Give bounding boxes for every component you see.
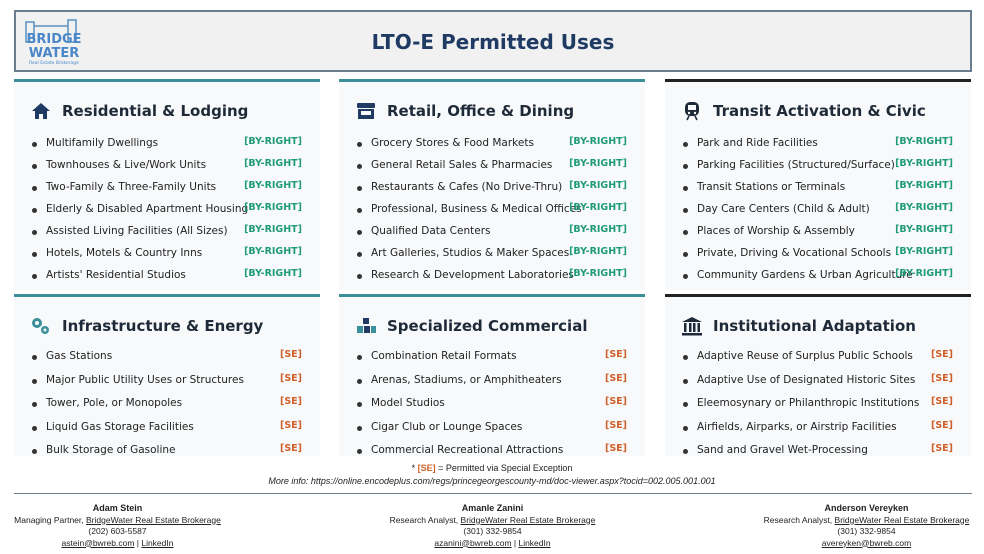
storefront-icon [355, 100, 377, 122]
use-label: Adaptive Reuse of Surplus Public Schools [697, 350, 913, 362]
use-label: Parking Facilities (Structured/Surface) [697, 159, 895, 171]
by-right-tag: [BY-RIGHT] [244, 180, 302, 191]
by-right-tag: [BY-RIGHT] [569, 136, 627, 147]
list-item [32, 244, 302, 266]
contact-name: Amanle Zanini [461, 503, 524, 513]
linkedin-link[interactable]: LinkedIn [518, 537, 551, 548]
svg-text:BRIDGE: BRIDGE [26, 32, 82, 47]
bullet [32, 355, 37, 360]
use-label: Commercial Recreational Attractions [371, 444, 564, 456]
list-item [32, 178, 302, 200]
se-tag: [SE] [930, 349, 953, 360]
bullet [683, 252, 688, 257]
list-item [683, 394, 953, 418]
list-item [683, 418, 953, 442]
se-tag: [SE] [930, 372, 953, 384]
bullet [683, 186, 688, 191]
company-link[interactable]: BridgeWater Real Estate Brokerage [834, 514, 970, 525]
se-tag: [SE] [604, 396, 627, 407]
institution-icon [681, 315, 703, 337]
role-text: Managing Partner, [14, 514, 86, 525]
use-label: Major Public Utility Uses or Structures [46, 373, 244, 386]
use-list [683, 347, 953, 465]
use-label: Elderly & Disabled Apartment Housing [46, 203, 249, 215]
use-list [357, 134, 627, 288]
use-label: Day Care Centers (Child & Adult) [697, 203, 870, 215]
company-link[interactable]: BridgeWater Real Estate Brokerage [86, 514, 221, 525]
by-right-tag: [BY-RIGHT] [895, 136, 953, 147]
card-title: Specialized Commercial [387, 317, 588, 335]
bullet [357, 449, 362, 454]
use-label: Park and Ride Facilities [697, 137, 818, 149]
legend-footnote [0, 463, 984, 473]
by-right-tag: [BY-RIGHT] [244, 136, 302, 147]
contact-name: Adam Stein [92, 503, 143, 513]
bullet [357, 426, 362, 431]
email-link[interactable]: azanini@bwreb.com [434, 537, 512, 548]
bullet [357, 355, 362, 360]
list-item [357, 347, 627, 371]
bullet [32, 142, 37, 147]
se-tag: [SE] [930, 443, 953, 454]
list-item [683, 178, 953, 200]
card-transit-civic [665, 79, 971, 290]
card-title: Transit Activation & Civic [713, 102, 926, 120]
bullet [32, 426, 37, 431]
card-retail-office-dining [339, 79, 645, 290]
separator: | [511, 537, 519, 548]
se-tag: [SE] [604, 419, 627, 431]
by-right-tag: [BY-RIGHT] [244, 202, 302, 213]
bullet [32, 186, 37, 191]
boxes-icon [355, 315, 377, 337]
bullet [357, 208, 362, 213]
se-tag: [SE] [279, 396, 302, 407]
list-item [683, 200, 953, 222]
list-item [357, 156, 627, 178]
contact-name: Anderson Vereyken [824, 503, 909, 513]
use-label: Sand and Gravel Wet-Processing [697, 444, 868, 456]
bullet [683, 142, 688, 147]
bullet [357, 142, 362, 147]
bullet [683, 449, 688, 454]
by-right-tag: [BY-RIGHT] [895, 246, 953, 257]
bullet [357, 379, 362, 384]
bullet [32, 402, 37, 407]
train-icon [681, 100, 703, 122]
list-item [357, 418, 627, 442]
use-list [357, 347, 627, 465]
use-label: Hotels, Motels & Country Inns [46, 247, 203, 259]
list-item [683, 441, 953, 465]
list-item [32, 418, 302, 442]
email-link[interactable]: astein@bwreb.com [61, 537, 135, 548]
bullet [32, 274, 37, 279]
use-label: Gas Stations [46, 350, 113, 362]
contact-links [10, 538, 225, 550]
more-info-link[interactable]: More info: https://online.encodeplus.com/regs/princegeorgescounty-md/doc-viewer.aspx?tocid=002.005.001.001 [268, 476, 716, 486]
use-label: Model Studios [371, 397, 445, 409]
list-item [683, 156, 953, 178]
use-label: Eleemosynary or Philanthropic Institutions [697, 397, 920, 409]
contact-role [10, 515, 225, 527]
use-label: Bulk Storage of Gasoline [46, 444, 176, 456]
footnote-text: = Permitted via Special Exception [435, 463, 573, 473]
use-label: General Retail Sales & Pharmacies [371, 159, 553, 171]
list-item [683, 371, 953, 395]
card-title: Institutional Adaptation [713, 317, 916, 335]
email-link[interactable]: avereyken@bwreb.com [821, 537, 912, 548]
use-label: Restaurants & Cafes (No Drive-Thru) [371, 181, 563, 193]
list-item [32, 394, 302, 418]
contact-phone: (301) 332-9854 [837, 526, 896, 536]
bullet [32, 379, 37, 384]
linkedin-link[interactable]: LinkedIn [141, 537, 174, 548]
bullet [683, 379, 688, 384]
contact-amanle-zanini [385, 503, 600, 549]
list-item [357, 200, 627, 222]
se-tag: [SE] [604, 372, 627, 384]
bullet [357, 230, 362, 235]
card-residential-lodging [14, 79, 320, 290]
contact-role [385, 515, 600, 527]
svg-text:WATER: WATER [28, 46, 80, 61]
list-item [683, 244, 953, 266]
use-label: Adaptive Use of Designated Historic Sites [697, 373, 916, 386]
card-title: Retail, Office & Dining [387, 102, 575, 120]
use-label: Arenas, Stadiums, or Amphitheaters [371, 373, 562, 386]
use-label: Multifamily Dwellings [46, 137, 159, 149]
bullet [32, 230, 37, 235]
se-tag: [SE] [417, 463, 436, 473]
list-item [357, 178, 627, 200]
use-label: Tower, Pole, or Monopoles [46, 397, 183, 409]
list-item [683, 347, 953, 371]
list-item [357, 394, 627, 418]
by-right-tag: [BY-RIGHT] [569, 180, 627, 191]
list-item [32, 371, 302, 395]
contact-links [385, 538, 600, 550]
use-label: Grocery Stores & Food Markets [371, 137, 534, 149]
by-right-tag: [BY-RIGHT] [569, 246, 627, 257]
by-right-tag: [BY-RIGHT] [569, 202, 627, 213]
list-item [683, 134, 953, 156]
bullet [357, 274, 362, 279]
use-label: Community Gardens & Urban Agriculture [697, 269, 913, 281]
se-tag: [SE] [279, 443, 302, 454]
contact-phone: (301) 332-9854 [463, 526, 522, 536]
card-institutional-adaptation [665, 294, 971, 456]
bullet [683, 230, 688, 235]
list-item [32, 200, 302, 222]
use-label: Transit Stations or Terminals [697, 181, 846, 193]
gears-icon [30, 315, 52, 337]
use-label: Professional, Business & Medical Offices [371, 203, 582, 215]
use-label: Two-Family & Three-Family Units [46, 181, 217, 193]
separator: | [134, 537, 142, 548]
list-item [683, 222, 953, 244]
use-label: Cigar Club or Lounge Spaces [371, 420, 523, 433]
use-label: Private, Driving & Vocational Schools [697, 247, 892, 259]
use-list [683, 134, 953, 288]
bullet [357, 252, 362, 257]
svg-text:Real Estate Brokerage: Real Estate Brokerage [29, 61, 79, 66]
bullet [357, 164, 362, 169]
list-item [357, 266, 627, 288]
use-label: Combination Retail Formats [371, 350, 517, 362]
list-item [683, 266, 953, 288]
footer-divider [14, 493, 972, 494]
contact-phone: (202) 603-5587 [88, 526, 147, 536]
use-label: Assisted Living Facilities (All Sizes) [46, 225, 228, 237]
se-tag: [SE] [930, 396, 953, 407]
list-item [357, 134, 627, 156]
house-icon [30, 100, 52, 122]
contact-anderson-vereyken [759, 503, 974, 549]
contact-links [759, 538, 974, 550]
by-right-tag: [BY-RIGHT] [244, 268, 302, 279]
se-tag: [SE] [604, 443, 627, 454]
footnote-asterisk: * [411, 463, 418, 473]
contact-role [759, 515, 974, 527]
se-tag: [SE] [279, 419, 302, 431]
list-item [357, 222, 627, 244]
card-title: Residential & Lodging [62, 102, 249, 120]
list-item [32, 266, 302, 288]
bullet [32, 252, 37, 257]
by-right-tag: [BY-RIGHT] [244, 158, 302, 169]
by-right-tag: [BY-RIGHT] [895, 268, 953, 279]
card-specialized-commercial [339, 294, 645, 456]
bullet [357, 186, 362, 191]
use-label: Artists' Residential Studios [46, 269, 186, 281]
use-list [32, 134, 302, 288]
card-title: Infrastructure & Energy [62, 317, 264, 335]
bullet [32, 449, 37, 454]
se-tag: [SE] [930, 419, 953, 431]
bullet [683, 426, 688, 431]
use-list [32, 347, 302, 465]
bullet [683, 208, 688, 213]
by-right-tag: [BY-RIGHT] [569, 268, 627, 279]
by-right-tag: [BY-RIGHT] [244, 246, 302, 257]
se-tag: [SE] [604, 349, 627, 360]
by-right-tag: [BY-RIGHT] [244, 224, 302, 235]
bullet [32, 208, 37, 213]
se-tag: [SE] [279, 372, 302, 384]
list-item [357, 441, 627, 465]
page-title: LTO-E Permitted Uses [371, 30, 615, 54]
by-right-tag: [BY-RIGHT] [569, 224, 627, 235]
company-link[interactable]: BridgeWater Real Estate Brokerage [460, 514, 596, 525]
use-label: Liquid Gas Storage Facilities [46, 420, 194, 433]
use-label: Qualified Data Centers [371, 225, 491, 237]
list-item [357, 371, 627, 395]
bullet [683, 274, 688, 279]
use-label: Research & Development Laboratories [371, 269, 574, 281]
use-label: Places of Worship & Assembly [697, 225, 855, 237]
by-right-tag: [BY-RIGHT] [895, 202, 953, 213]
card-infrastructure-energy [14, 294, 320, 456]
by-right-tag: [BY-RIGHT] [895, 224, 953, 235]
role-text: Research Analyst, [763, 514, 835, 525]
use-label: Art Galleries, Studios & Maker Spaces [371, 247, 570, 259]
use-label: Airfields, Airparks, or Airstrip Facilities [697, 420, 897, 433]
list-item [32, 222, 302, 244]
bullet [683, 402, 688, 407]
list-item [32, 134, 302, 156]
by-right-tag: [BY-RIGHT] [895, 158, 953, 169]
contact-adam-stein [10, 503, 225, 549]
list-item [357, 244, 627, 266]
by-right-tag: [BY-RIGHT] [569, 158, 627, 169]
list-item [32, 441, 302, 465]
list-item [32, 347, 302, 371]
bullet [683, 164, 688, 169]
by-right-tag: [BY-RIGHT] [895, 180, 953, 191]
bullet [357, 402, 362, 407]
title-banner [14, 10, 972, 72]
role-text: Research Analyst, [389, 514, 461, 525]
bullet [683, 355, 688, 360]
list-item [32, 156, 302, 178]
se-tag: [SE] [279, 349, 302, 360]
use-label: Townhouses & Live/Work Units [46, 159, 207, 171]
bullet [32, 164, 37, 169]
